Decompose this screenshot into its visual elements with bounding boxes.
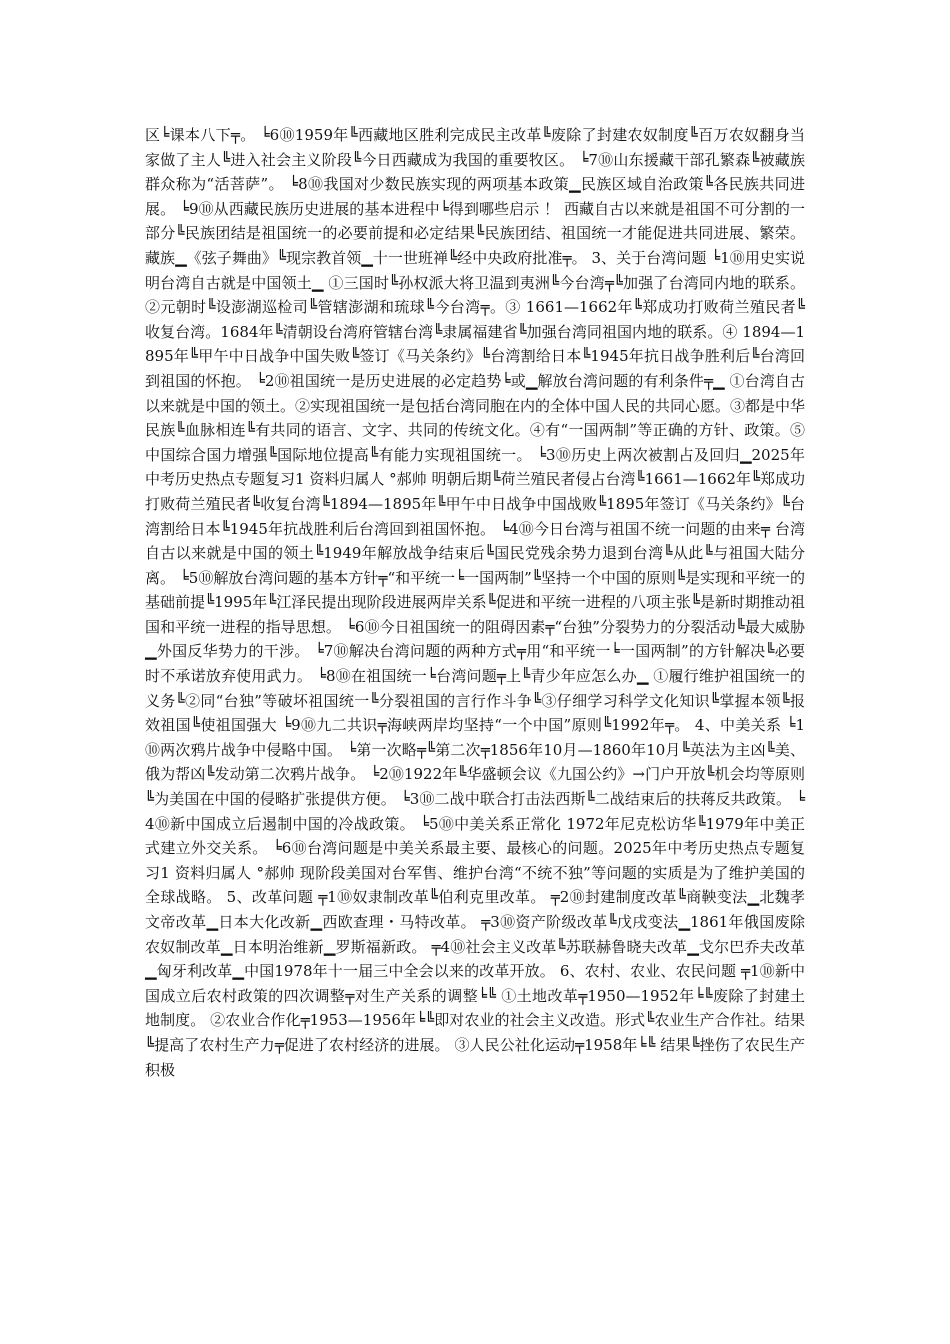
body-text: 区╘课本八下╤。 ╘6⑩1959年╚西藏地区胜利完成民主改革╚废除了封建农奴制度╚百万农奴翻身当家做了主人╚进入社会主义阶段╚今日西藏成为我国的重要牧区。 ╘7⑩山东援藏干部孔繁森╚被藏族群众称为“活菩萨”。 ╘8⑩我国对少数民族实现的两项基本政策▁民族区域自治政策╚各民族共同进展。 ╘9⑩从西藏民族历史进展的基本进程中╘得到哪些启示 ！ 西藏自古以来就是祖国不可分割的一部分╚民族团结是祖国统一的必要前提和必定结果╚民族团结、祖国统一才能促进共同进展、繁荣。 藏族▁《弦子舞曲》╚现宗教首领▁十一世班禅╚经中央政府批准╤。 3、关于台湾问题 ╘1⑩用史实说明台湾自古就是中国领土▁ ①三国时╚孙权派大将卫温到夷洲╚今台湾╤╚加强了台湾同内地的联系。②元朝时╚设澎湖巡检司╚管辖澎湖和琉球╚今台湾╤。③ 1661—1662年╚郑成功打败荷兰殖民者╚收复台湾。1684年╚清朝设台湾府管辖台湾╚隶属福建省╚加强台湾同祖国内地的联系。④ 1894—1895年╚甲午中日战争中国失败╚签订《马关条约》╚台湾割给日本╚1945年抗日战争胜利后╚台湾回到祖国的怀抱。 ╘2⑩祖国统一是历史进展的必定趋势╘或▁解放台湾问题的有利条件╤▁ ①台湾自古以来就是中国的领土。②实现祖国统一是包括台湾同胞在内的全体中国人民的共同心愿。③都是中华民族╚血脉相连╚有共同的语言、文字、共同的传统文化。④有“一国两制”等正确的方针、政策。⑤中国综合国力增强╚国际地位提高╚有能力实现祖国统一。 ╘3⑩历史上两次被割占及回归▁2025年中考历史热点专题复习1 资料归属人 °郝帅 明朝后期╚荷兰殖民者侵占台湾╚1661—1662年╚郑成功打败荷兰殖民者╚收复台湾╚1894—1895年╚甲午中日战争中国战败╚1895年签订《马关条约》╚台湾割给日本╚1945年抗战胜利后台湾回到祖国怀抱。 ╘4⑩今日台湾与祖国不统一问题的由来╤ 台湾自古以来就是中国的领土╚1949年解放战争结束后╚国民党残余势力退到台湾╚从此╚与祖国大陆分离。 ╘5⑩解放台湾问题的基本方针╤“和平统一╘一国两制”╚坚持一个中国的原则╚是实现和平统一的基础前提╚1995年╚江泽民提出现阶段进展两岸关系╚促进和平统一进程的八项主张╚是新时期推动祖国和平统一进程的指导思想。 ╘6⑩今日祖国统一的阻碍因素╤“台独”分裂势力的分裂活动╚最大威胁▁外国反华势力的干涉。 ╘7⑩解决台湾问题的两种方式╤用“和平统一╘一国两制”的方针解决╚必要时不承诺放弃使用武力。 ╘8⑩在祖国统一╘台湾问题╤上╚青少年应怎么办▁ ①履行维护祖国统一的义务╚②同“台独”等破坏祖国统一╚分裂祖国的言行作斗争╚③仔细学习科学文化知识╚掌握本领╚报效祖国╚使祖国强大 ╘9⑩九二共识╤海峡两岸均坚持“一个中国”原则╚1992年╤。 4、中美关系 ╘1⑩两次鸦片战争中侵略中国。 ╘第一次略╤╚第二次╤1856年10月—1860年10月╚英法为主凶╚美、俄为帮凶╚发动第二次鸦片战争。 ╘2⑩1922年╚华盛顿会议《九国公约》→门户开放╚机会均等原则╚为美国在中国的侵略扩张提供方便。 ╘3⑩二战中联合打击法西斯╚二战结束后的扶蒋反共政策。 ╘4⑩新中国成立后遏制中国的冷战政策。 ╘5⑩中美关系正常化 1972年尼克松访华╚1979年中美正式建立外交关系。 ╘6⑩台湾问题是中美关系最主要、最核心的问题。2025年中考历史热点专题复习1 资料归属人 °郝帅 现阶段美国对台军售、维护台湾“不统不独”等问题的实质是为了维护美国的全球战略。 5、改革问题 ╤1⑩奴隶制改革╚伯利克里改革。 ╤2⑩封建制度改革╚商鞅变法▁北魏孝文帝改革▁日本大化改新▁西欧查理・马特改革。 ╤3⑩资产阶级改革╚戊戌变法▁1861年俄国废除农奴制改革▁日本明治维新▁罗斯福新政。 ╤4⑩社会主义改革╚苏联赫鲁晓夫改革▁戈尔巴乔夫改革▁匈牙利改革▁中国1978年十一届三中全会以来的改革开放。 6、农村、农业、农民问题 ╤1⑩新中国成立后农村政策的四次调整╤对生产关系的调整╘╚ ①土地改革╤1950—1952年╘╚废除了封建土地制度。 ②农业合作化╤1953—1956年╘╚即对农业的社会主义改造。形式╚农业生产合作社。结果╚提高了农村生产力╤促进了农村经济的进展。 ③人民公社化运动╤1958年╘╚ 结果╚挫伤了农民生产积极 [145,126,806,1079]
document-page [145,123,805,1082]
